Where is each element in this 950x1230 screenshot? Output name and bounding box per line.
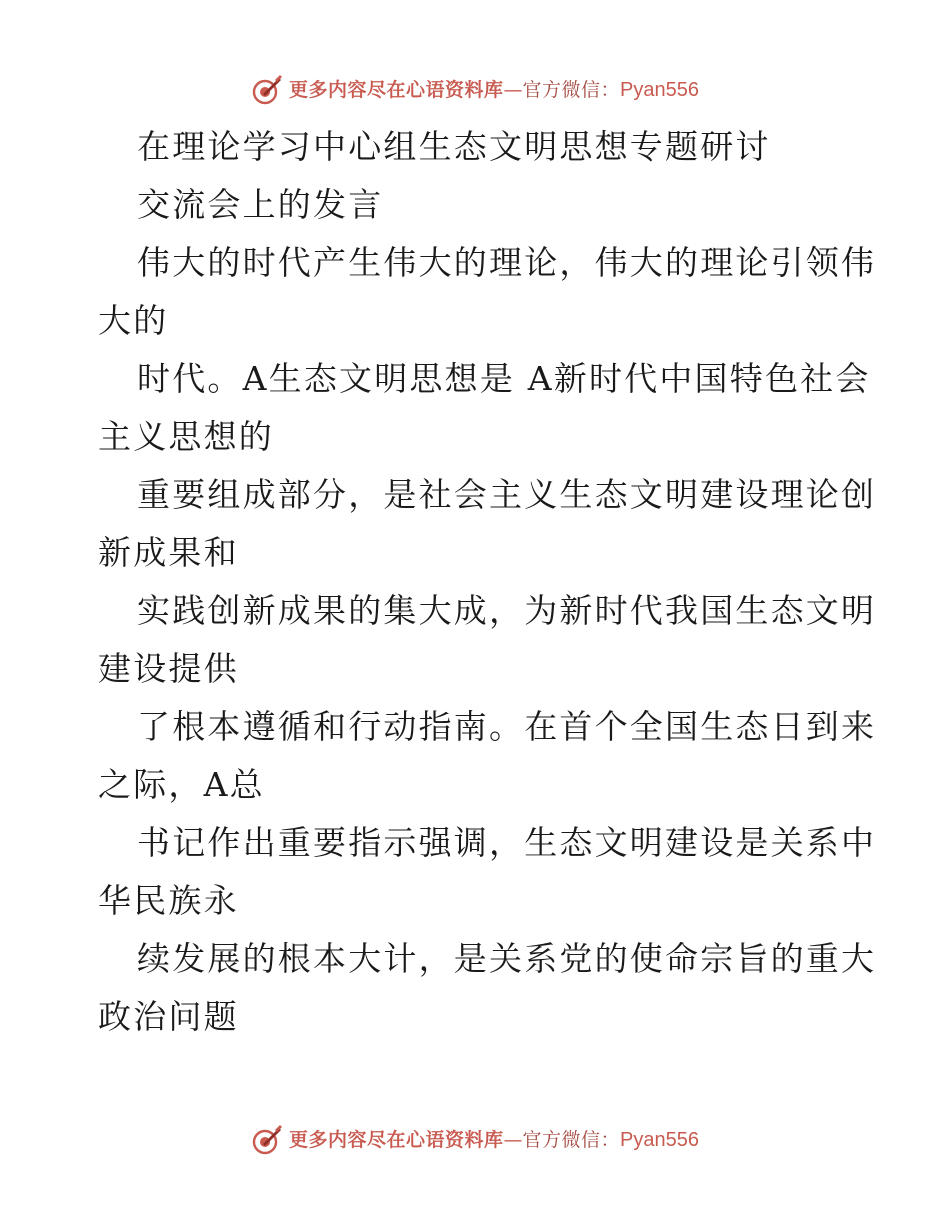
banner-wechat-label: 官方微信： [522, 1128, 621, 1151]
paragraph-line: 书记作出重要指示强调，生态文明建设是关系中 [137, 823, 877, 862]
header-watermark-banner [0, 70, 950, 110]
paragraph-line: 重要组成部分，是社会主义生态文明建设理论创 [137, 475, 877, 514]
paragraph-line: 建设提供 [98, 649, 239, 688]
document-title-line-2: 交流会上的发言 [137, 185, 384, 224]
quill-pen-logo-icon [251, 74, 283, 106]
banner-wechat-id: Pyan556 [620, 79, 699, 101]
paragraph-line: 新成果和 [98, 533, 239, 572]
banner-wechat-label: 官方微信： [522, 78, 621, 101]
document-title-line-1: 在理论学习中心组生态文明思想专题研讨 [137, 127, 771, 166]
paragraph-line: 时代。A生态文明思想是 A新时代中国特色社会 [137, 359, 871, 398]
banner-title: 更多内容尽在心语资料库 [289, 78, 504, 101]
banner-dash: — [503, 1128, 523, 1151]
paragraph-line: 政治问题 [98, 997, 239, 1036]
paragraph-line: 了根本遵循和行动指南。在首个全国生态日到来 [137, 707, 877, 746]
paragraph-line: 华民族永 [98, 881, 239, 920]
banner-title: 更多内容尽在心语资料库 [289, 1128, 504, 1151]
banner-wechat-id: Pyan556 [620, 1129, 699, 1151]
paragraph-line: 实践创新成果的集大成，为新时代我国生态文明 [137, 591, 877, 630]
paragraph-line: 续发展的根本大计，是关系党的使命宗旨的重大 [137, 939, 877, 978]
paragraph-line: 大的 [98, 301, 169, 340]
quill-pen-logo-icon [251, 1124, 283, 1156]
footer-watermark-banner [0, 1120, 950, 1160]
paragraph-line: 伟大的时代产生伟大的理论，伟大的理论引领伟 [137, 243, 877, 282]
paragraph-line: 之际，A总 [98, 765, 265, 804]
paragraph-line: 主义思想的 [98, 417, 274, 456]
banner-dash: — [503, 78, 523, 101]
